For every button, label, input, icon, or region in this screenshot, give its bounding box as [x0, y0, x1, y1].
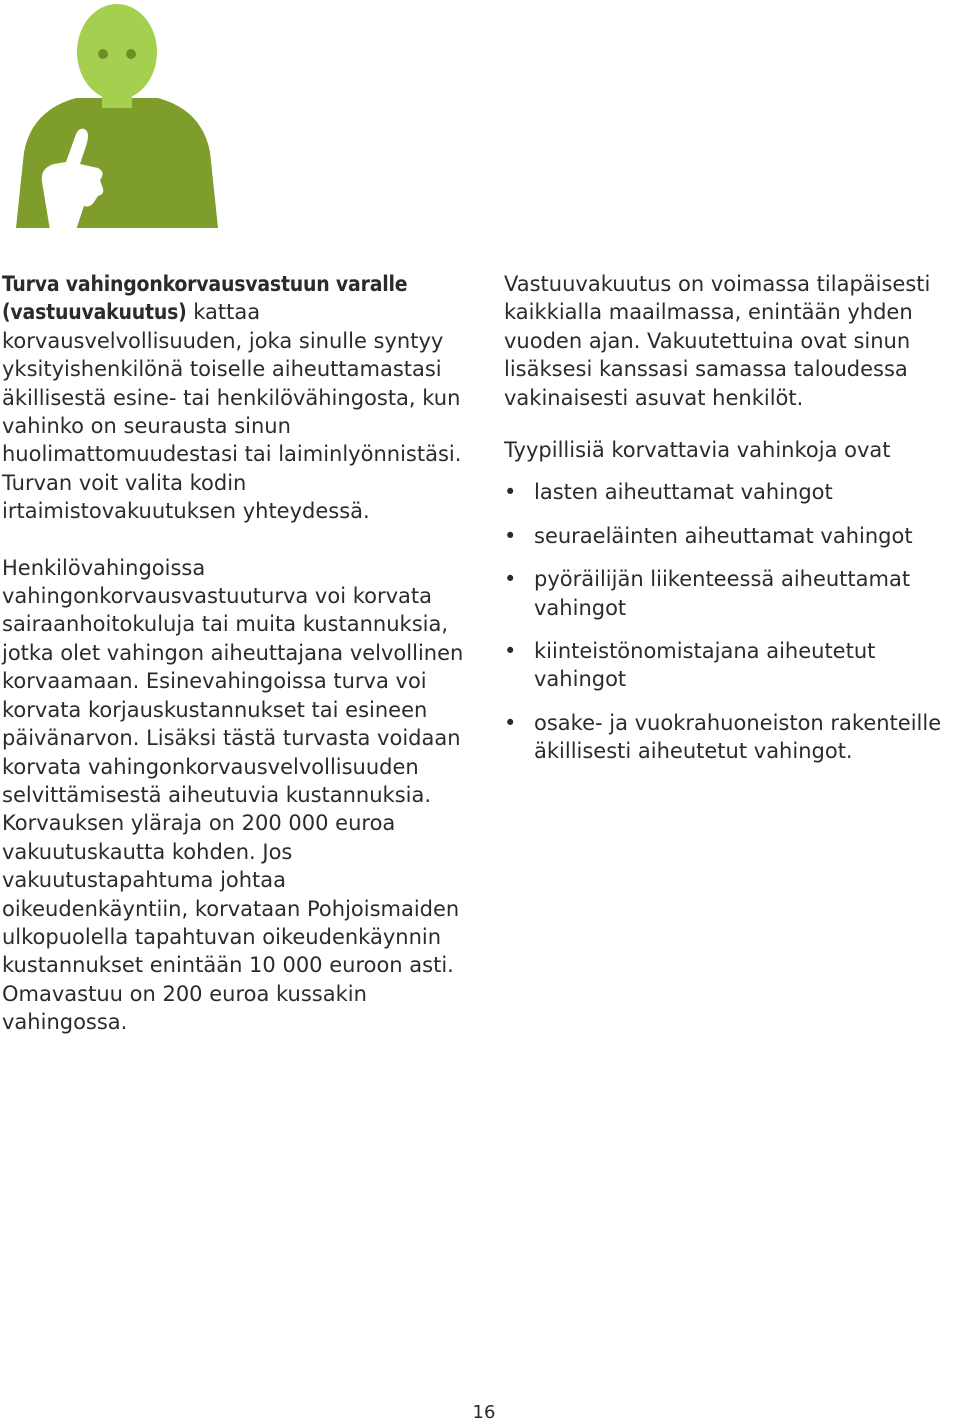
bullet-icon: •	[504, 480, 517, 505]
bullet-icon: •	[504, 639, 517, 664]
list-item-text: lasten aiheuttamat vahingot	[534, 480, 833, 505]
pointing-person-icon	[14, 2, 220, 230]
page-number: 16	[472, 1402, 496, 1423]
bullet-icon: •	[504, 523, 517, 548]
list-item	[504, 478, 960, 506]
list-item-text: kiinteistönomistajana aiheutetut vahingot	[534, 639, 876, 692]
list-intro: Tyypillisiä korvattavia vahinkoja ovat	[504, 438, 891, 463]
left-column	[2, 270, 472, 1037]
head-shape	[77, 4, 157, 100]
coverage-paragraph: Henkilövahingoissa vahingonkorvausvastuuturva voi korvata sairaanhoitokuluja tai muita kustannuksia, jotka olet vahingon aiheuttajana velvollinen korvaamaan. Esinevahingoissa turva voi korvata korjauskustannukset tai esineen päivänarvon. Lisäksi tästä turvasta voidaan korvata vahingonkorvausvelvollisuuden selvittämisestä aiheutuvia kustannuksia. Korvauksen yläraja on 200 000 euroa vakuutuskautta kohden. Jos vakuutustapahtuma johtaa oikeudenkäyntiin, korvataan Pohjoismaiden ulkopuolella tapahtuvan oikeudenkäynnin kustannukset enintään 10 000 euroon asti. Omavastuu on 200 euroa kussakin vahingossa.	[2, 555, 464, 1035]
bullet-icon: •	[504, 710, 517, 735]
list-item-text: seuraeläinten aiheuttamat vahingot	[534, 523, 913, 548]
list-item	[504, 565, 960, 622]
list-item	[504, 522, 960, 550]
intro-paragraph	[2, 270, 472, 526]
list-item	[504, 709, 960, 766]
list-item	[504, 637, 960, 694]
bullet-icon: •	[504, 567, 517, 592]
list-item-text: pyöräilijän liikenteessä aiheuttamat vahingot	[534, 567, 911, 620]
right-column	[504, 270, 960, 781]
list-item-text: osake- ja vuokrahuoneiston rakenteille äkillisesti aiheutetut vahingot.	[534, 710, 942, 764]
damage-list	[504, 478, 960, 765]
right-eye-icon	[126, 49, 136, 59]
validity-paragraph: Vastuuvakuutus on voimassa tilapäisesti kaikkialla maailmassa, enintään yhden vuoden ajan. Vakuutettuina ovat sinun lisäksesi kanssasi samassa taloudessa vakinaisesti asuvat henkilöt.	[504, 272, 931, 410]
left-eye-icon	[98, 49, 108, 59]
torso-shape	[16, 98, 218, 228]
intro-lead-bold: Turva vahingonkorvausvastuun varalle (vastuuvakuutus)	[2, 272, 408, 325]
intro-lead-text: kattaa korvausvelvollisuuden, joka sinulle syntyy yksityishenkilönä toiselle aiheuttamastasi äkillisestä esine- tai henkilövähingosta, kun vahinko on seurausta sinun huolimattomuudestasi tai laiminlyönnistäsi. Turvan voit valita kodin irtaimistovakuutuksen yhteydessä.	[2, 300, 462, 524]
